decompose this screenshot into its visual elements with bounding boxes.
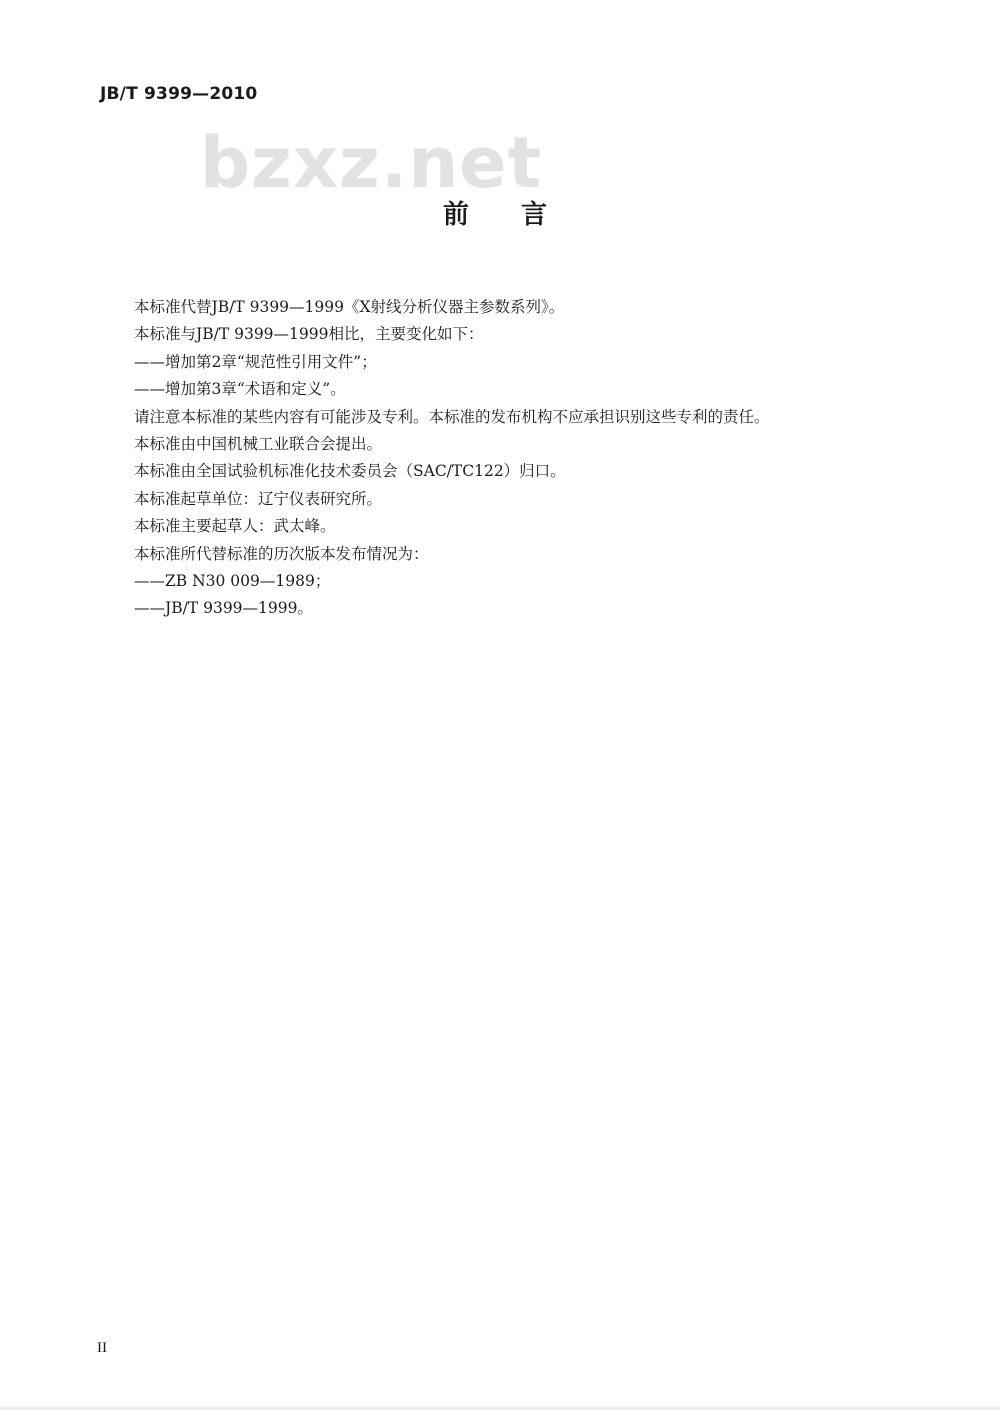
paragraph: 本标准由全国试验机标准化技术委员会（SAC/TC122）归口。 [134, 462, 566, 481]
paragraph: 本标准与JB/T 9399—1999相比，主要变化如下： [134, 325, 484, 344]
paragraph: 本标准主要起草人：武太峰。 [134, 517, 336, 536]
list-item: ——ZB N30 009—1989； [134, 572, 331, 591]
standard-code: JB/T 9399—2010 [100, 84, 258, 104]
paragraph: 请注意本标准的某些内容有可能涉及专利。本标准的发布机构不应承担识别这些专利的责任。 [134, 407, 770, 426]
page-title: 前言 [443, 200, 600, 230]
paragraph: 本标准由中国机械工业联合会提出。 [134, 435, 383, 454]
page-number: II [97, 1340, 107, 1356]
preface-body [134, 294, 914, 623]
paragraph: 本标准所代替标准的历次版本发布情况为： [134, 544, 429, 563]
list-item: ——JB/T 9399—1999。 [134, 599, 313, 618]
watermark: bzxz.net [200, 122, 543, 204]
page-edge [0, 1406, 1000, 1410]
paragraph: 本标准起草单位：辽宁仪表研究所。 [134, 489, 383, 508]
list-item: ——增加第2章“规范性引用文件”； [134, 352, 377, 371]
paragraph: 本标准代替JB/T 9399—1999《X射线分析仪器主参数系列》。 [134, 298, 565, 316]
list-item: ——增加第3章“术语和定义”。 [134, 380, 346, 399]
